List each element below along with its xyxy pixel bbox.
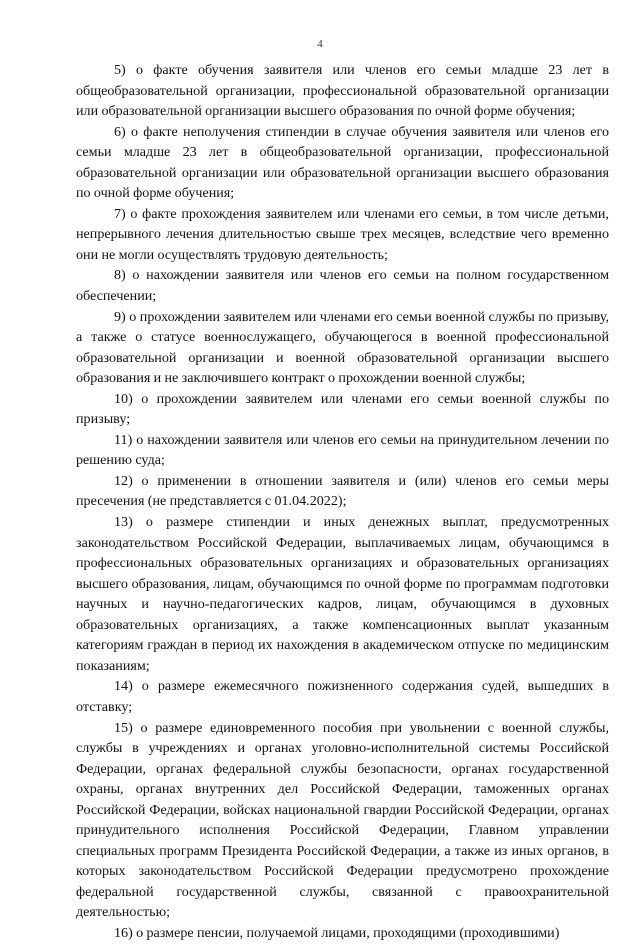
list-item-8: 8) о нахождении заявителя или членов его семьи на полном государственном обеспечении; <box>76 267 609 305</box>
list-item-14: 14) о размере ежемесячного пожизненного содержания судей, вышедших в отставку; <box>76 678 609 715</box>
document-body <box>76 60 609 944</box>
list-item-13: 13) о размере стипендии и иных денежных выплат, предусмотренных законодательством Российской Федерации, выплачиваемых лицам, обучающимся в профессиональных образовательных организациях и образовательных организациях высшего образования, лицам, обучающимся по очной форме по программам подготовки научных и научно-педагогических кадров, лицам, обучающимся в духовных образовательных организациях, а также компенсационных выплат указанным категориям граждан в период их нахождения в академическом отпуске по медицинским показаниям; <box>76 514 609 674</box>
list-item-15: 15) о размере единовременного пособия при увольнении с военной службы, службы в учреждениях и органах уголовно-исполнительной системы Российской Федерации, органах федеральной службы безопасности, органах государственной охраны, органах внутренних дел Российской Федерации, таможенных органах Российской Федерации, войсках национальной гвардии Российской Федерации, органах принудительного исполнения Российской Федерации, Главном управлении специальных программ Президента Российской Федерации, а также из иных органов, в которых законодательством Российской Федерации предусмотрено прохождение федеральной государственной службы, связанной с правоохранительной деятельностью; <box>76 719 609 921</box>
list-item-11: 11) о нахождении заявителя или членов его семьи на принудительном лечении по решению суда; <box>76 431 609 469</box>
list-item-6: 6) о факте неполучения стипендии в случае обучения заявителя или членов его семьи младше 23 лет в общеобразовательной организации, профессиональной образовательной организации или образовательной организации высшего образования по очной форме обучения; <box>76 123 609 202</box>
list-item-7: 7) о факте прохождения заявителем или членами его семьи, в том числе детьми, непрерывного лечения длительностью свыше трех месяцев, вследствие чего временно они не могли осуществлять трудовую деятельность; <box>76 205 609 263</box>
list-item-10: 10) о прохождении заявителем или членами его семьи военной службы по призыву; <box>76 390 609 428</box>
list-item-12: 12) о применении в отношении заявителя и (или) членов его семьи меры пресечения (не представляется с 01.04.2022); <box>76 472 609 510</box>
list-item-9: 9) о прохождении заявителем или членами его семьи военной службы по призыву, а также о статусе военнослужащего, обучающегося в военной профессиональной образовательной организации и военной образовательной организации высшего образования и не заключившего контракт о прохождении военной службы; <box>76 308 609 387</box>
list-item-5: 5) о факте обучения заявителя или членов его семьи младше 23 лет в общеобразовательной организации, профессиональной образовательной организации или образовательной организации высшего образования по очной форме обучения; <box>76 62 609 120</box>
list-item-16: 16) о размере пенсии, получаемой лицами, проходящими (проходившими) <box>114 924 560 941</box>
page-number: 4 <box>317 38 323 50</box>
